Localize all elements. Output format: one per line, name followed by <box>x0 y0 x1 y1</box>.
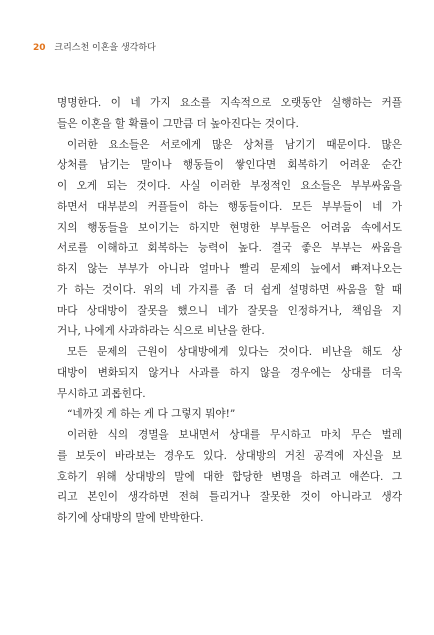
text-line: 하지 않는 부부가 아니라 얼마나 빨리 문제의 늪에서 빠져나오는 <box>57 263 402 275</box>
text-line: 이 오게 되는 것이다. 사실 이러한 부정적인 요소들은 부부싸움을 <box>57 180 402 192</box>
book-title: 크리스천 이혼을 생각하다 <box>54 43 156 53</box>
page-number: 20 <box>33 43 46 53</box>
text-line: 이러한 식의 경멸을 보내면서 상대를 무시하고 마치 무슨 벌레 <box>67 429 402 441</box>
text-line: 하면서 대부분의 커플들이 하는 행동들이다. 모든 부부들이 네 가 <box>57 200 402 213</box>
text-line: 지의 행동들을 보이기는 하지만 현명한 부부들은 어려움 속에서도 <box>57 221 402 234</box>
text-line: 상처를 남기는 말이나 행동들이 쌓인다면 회복하기 어려운 순간 <box>57 159 402 172</box>
text-line: 를 보듯이 바라보는 경우도 있다. 상대방의 거친 공격에 자신을 보 <box>57 449 402 462</box>
body-text <box>57 93 402 529</box>
text-line: 마다 상대방이 잘못을 했으니 네가 잘못을 인정하거나, 책임을 지 <box>57 304 402 317</box>
text-line: 호하기 위해 상대방의 말에 대한 합당한 변명을 하려고 애쓴다. 그 <box>57 470 402 483</box>
text-line: 무시하고 괴롭힌다. <box>57 387 146 400</box>
text-line: 명명한다. 이 네 가지 요소를 지속적으로 오랫동안 실행하는 커플 <box>57 97 402 109</box>
text-line: 서로를 이해하고 회복하는 능력이 높다. 결국 좋은 부부는 싸움을 <box>57 242 402 255</box>
text-line: 거나, 나에게 사과하라는 식으로 비난을 한다. <box>57 325 265 338</box>
text-line: 대방이 변화되지 않거나 사과를 하지 않을 경우에는 상대를 더욱 <box>57 366 402 379</box>
text-line: 하기에 상대방의 말에 반박한다. <box>57 512 204 524</box>
text-line: 모든 문제의 근원이 상대방에게 있다는 것이다. 비난을 해도 상 <box>67 346 402 358</box>
text-line: “네까짓 게 하는 게 다 그렇지 뭐야!” <box>67 408 236 421</box>
text-line: 이러한 요소들은 서로에게 많은 상처를 남기기 때문이다. 많은 <box>67 138 402 151</box>
text-line: 가 하는 것이다. 위의 네 가지를 좀 더 쉽게 설명하면 싸움을 할 때 <box>57 283 402 296</box>
text-line: 리고 본인이 생각하면 전혀 틀리거나 잘못한 것이 아니라고 생각 <box>57 491 402 504</box>
text-line: 들은 이혼을 할 확률이 그만큼 더 높아진다는 것이다. <box>57 117 299 130</box>
running-header <box>33 40 156 53</box>
